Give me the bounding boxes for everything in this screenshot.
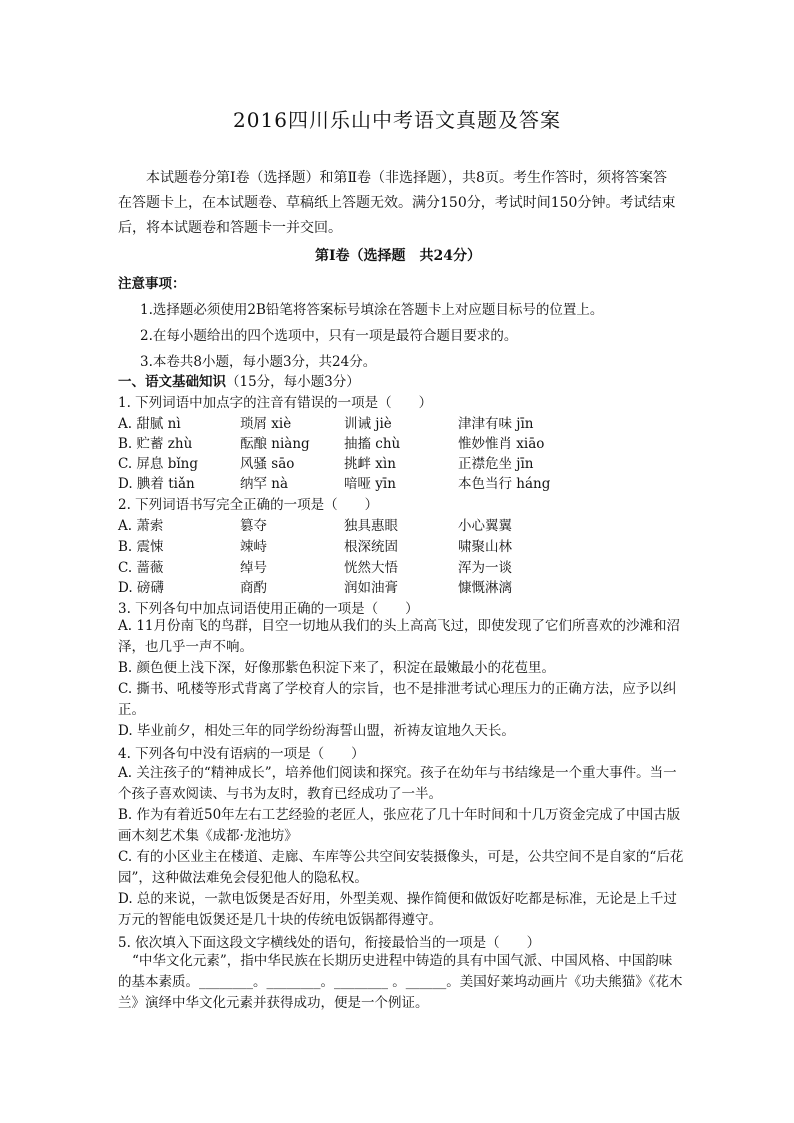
option-cell: A. 甜腻 nì [118, 416, 181, 432]
option-cell: 竦峙 [240, 539, 267, 555]
option-cell: 篡夺 [240, 518, 267, 534]
option-cell: 绰号 [240, 560, 267, 576]
option-row [118, 556, 678, 576]
option-cell: 啸聚山林 [458, 539, 512, 555]
option-cell: C. 屏息 bǐng [118, 456, 199, 472]
option-cell: 挑衅 xìn [344, 456, 396, 472]
option-row [118, 432, 678, 452]
option-text: A. 关注孩子的“精神成长”，培养他们阅读和探究。孩子在幼年与书结缘是一个重大事件。当一个孩子喜欢阅读、与书为友时，教育已经成功了一半。 [118, 765, 677, 802]
option-cell: C. 蔷薇 [118, 560, 164, 576]
option-cell: 琐屑 xiè [240, 416, 292, 432]
option-row [118, 452, 678, 472]
option-cell: 纳罕 nà [240, 476, 289, 492]
option-cell: 浑为一谈 [458, 560, 512, 576]
note-item: 3.本卷共8小题，每小题3分，共24分。 [140, 354, 377, 370]
option-cell: 正襟危坐 jīn [458, 456, 534, 472]
option-text: B. 颜色便上浅下深，好像那紫色积淀下来了，积淀在最嫩最小的花苞里。 [118, 660, 556, 676]
section-title: 第Ⅰ卷（选择题 共24分） [314, 248, 482, 264]
part-score: （15分，每小题3分） [226, 374, 360, 390]
option-cell: 慷慨淋漓 [458, 580, 512, 596]
option-cell: 酝酿 niàng [240, 436, 310, 452]
option-cell: 独具惠眼 [344, 518, 398, 534]
question-stem: 1. 下列词语中加点字的注音有错误的一项是（ ） [118, 395, 433, 411]
option-text: A. 11月份南飞的鸟群，目空一切地从我们的头上高高飞过，即使发现了它们所喜欢的沙滩和沼泽，也几乎一声不响。 [118, 618, 681, 655]
note-item: 2.在每小题给出的四个选项中，只有一项是最符合题目要求的。 [140, 328, 518, 344]
option-row [118, 535, 678, 555]
question-stem: 4. 下列各句中没有语病的一项是（ ） [118, 746, 365, 762]
page-title: 2016四川乐山中考语文真题及答案 [233, 108, 561, 132]
option-cell: 训诫 jiè [344, 416, 392, 432]
option-text: C. 撕书、吼楼等形式背离了学校育人的宗旨，也不是排泄考试心理压力的正确方法，应予以纠正。 [118, 681, 677, 718]
note-item: 1.选择题必须使用2B铅笔将答案标号填涂在答题卡上对应题目标号的位置上。 [140, 302, 604, 318]
intro-paragraph: 本试题卷分第Ⅰ卷（选择题）和第Ⅱ卷（非选择题），共8页。考生作答时，须将答案答在答题卡上，在本试题卷、草稿纸上答题无效。满分150分，考试时间150分钟。考试结束后，将本试题卷和答题卡一并交回。 [118, 170, 676, 236]
option-cell: A. 萧索 [118, 518, 164, 534]
option-cell: 商酌 [240, 580, 267, 596]
question-stem: 5. 依次填入下面这段文字横线处的语句，衔接最恰当的一项是（ ） [118, 935, 541, 951]
option-text: D. 总的来说，一款电饭煲是否好用，外型美观、操作简便和做饭好吃都是标准，无论是上千过万元的智能电饭煲还是几十块的传统电饭锅都得遵守。 [118, 891, 677, 928]
option-row [118, 514, 678, 534]
part-heading [118, 370, 688, 390]
question-stem: 2. 下列词语书写完全正确的一项是（ ） [118, 497, 379, 513]
option-row [118, 576, 678, 596]
option-cell: 小心翼翼 [458, 518, 512, 534]
option-text: D. 毕业前夕，相处三年的同学纷纷海誓山盟，祈祷友谊地久天长。 [118, 723, 515, 739]
option-text: B. 作为有着近50年左右工艺经验的老匠人，张应花了几十年时间和十几万资金完成了中国古版画木刻艺术集《成都·龙池坊》 [118, 807, 681, 844]
part-title: 一、语文基础知识 [118, 374, 226, 390]
option-cell: D. 磅礴 [118, 580, 164, 596]
option-cell: 恍然大悟 [344, 560, 398, 576]
option-cell: B. 贮蓄 zhù [118, 436, 193, 452]
notes-title: 注意事项： [118, 276, 186, 292]
option-cell: 津津有味 jīn [458, 416, 534, 432]
option-cell: 根深统固 [344, 539, 398, 555]
question-stem: 3. 下列各句中加点词语使用正确的一项是（ ） [118, 601, 419, 617]
option-cell: 本色当行 háng [458, 476, 551, 492]
option-cell: 抽搐 chù [344, 436, 401, 452]
option-cell: 润如油膏 [344, 580, 398, 596]
option-row [118, 412, 678, 432]
option-cell: 喑哑 yīn [344, 476, 396, 492]
passage-text: “中华文化元素”，指中华民族在长期历史进程中铸造的具有中国气派、中国风格、中国韵味的基本素质。________。________。________ 。______。美国好莱坞动画片《功夫熊猫》《花木兰》演绎中华文化元素并获得成功，便是一个例证。 [118, 953, 683, 1011]
option-cell: 惟妙惟肖 xiāo [458, 436, 545, 452]
option-row [118, 472, 678, 492]
option-cell: 风骚 sāo [240, 456, 295, 472]
option-text: C. 有的小区业主在楼道、走廊、车库等公共空间安装摄像头，可是，公共空间不是自家的“后花园”，这种做法难免会侵犯他人的隐私权。 [118, 849, 684, 886]
option-cell: B. 震悚 [118, 539, 164, 555]
option-cell: D. 腆着 tiǎn [118, 476, 195, 492]
